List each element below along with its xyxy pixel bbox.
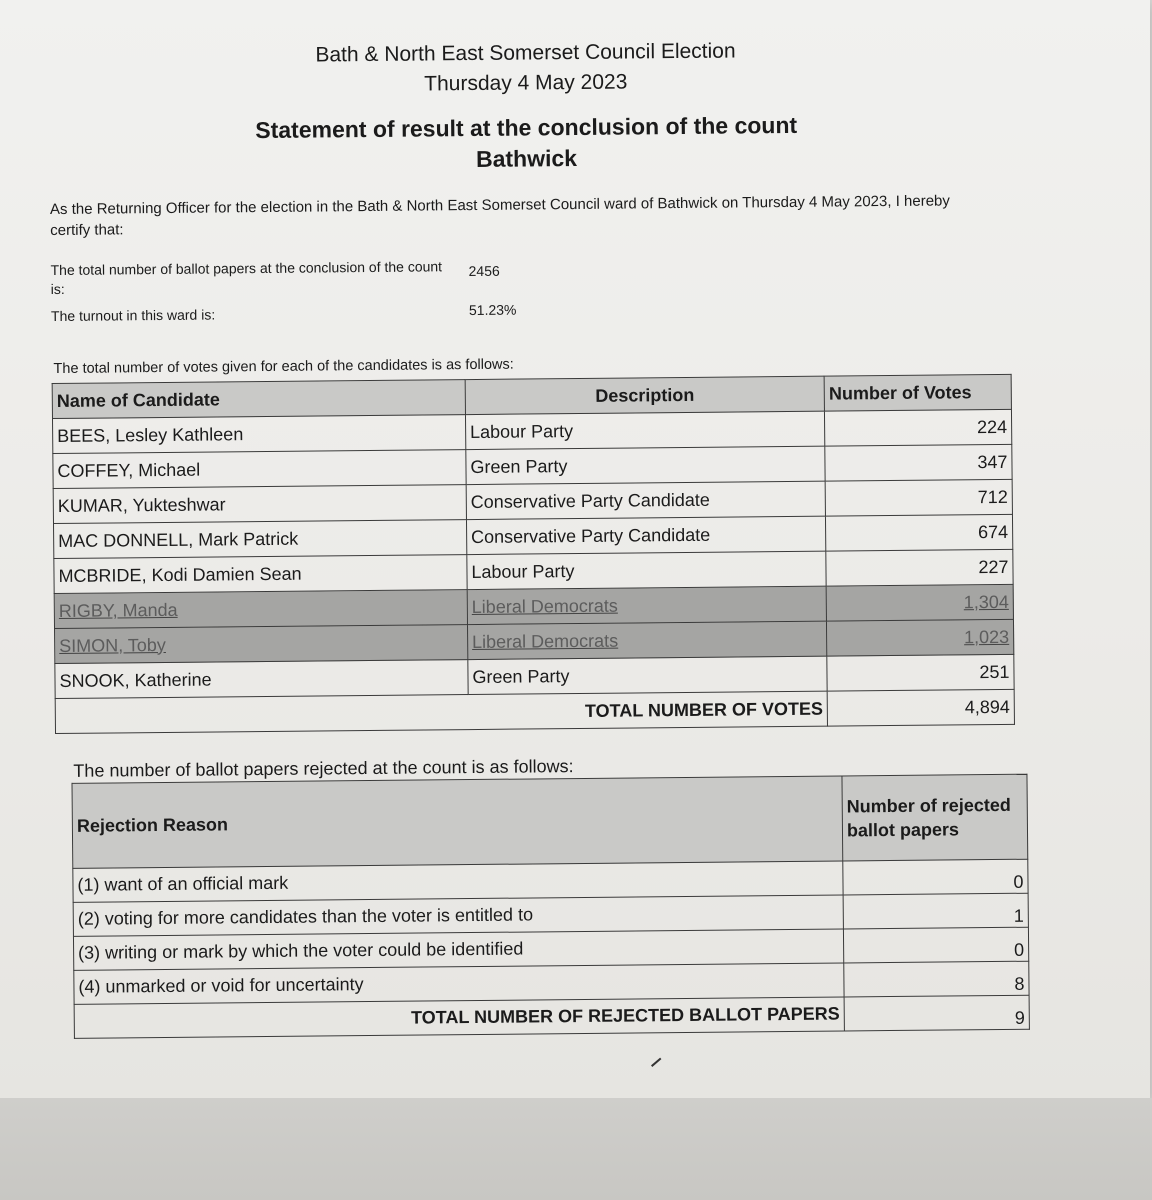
candidate-name xyxy=(54,590,467,629)
rejection-reason: (2) voting for more candidates than the voter is entitled to xyxy=(73,895,843,936)
elected-description-text: Liberal Democrats xyxy=(471,595,618,617)
candidate-votes: 224 xyxy=(825,409,1012,446)
candidate-votes: 227 xyxy=(826,549,1013,586)
votes-caption: The total number of votes given for each of the candidates is as follows: xyxy=(53,356,514,378)
candidate-votes: 251 xyxy=(827,654,1014,691)
statement-heading xyxy=(1,107,1052,179)
ballot-papers-label: The total number of ballot papers at the conclusion of the count is: xyxy=(50,258,443,298)
election-name: Bath & North East Somerset Council Election xyxy=(315,39,736,67)
candidate-name xyxy=(55,625,468,664)
candidate-votes xyxy=(827,619,1014,656)
certification-text: As the Returning Officer for the election in the Bath & North East Somerset Council ward of Bathwick on Thursday 4 May 2023, I hereby certify that: xyxy=(49,192,950,240)
election-title xyxy=(0,33,1051,103)
rejection-reason: (1) want of an official mark xyxy=(73,861,843,902)
candidate-name: COFFEY, Michael xyxy=(53,450,466,489)
total-votes-label: TOTAL NUMBER OF VOTES xyxy=(55,691,827,733)
votes-table xyxy=(52,374,1015,734)
election-date: Thursday 4 May 2023 xyxy=(424,70,628,96)
candidate-description: Conservative Party Candidate xyxy=(466,516,826,554)
rejected-caption: The number of ballot papers rejected at the count is as follows: xyxy=(73,756,574,781)
elected-description-text: Liberal Democrats xyxy=(471,630,619,652)
rejection-reason: (3) writing or mark by which the voter could be identified xyxy=(73,929,843,970)
total-rejected-label: TOTAL NUMBER OF REJECTED BALLOT PAPERS xyxy=(74,997,844,1038)
candidate-votes: 347 xyxy=(825,444,1012,481)
rejection-reason: (4) unmarked or void for uncertainty xyxy=(74,963,844,1004)
candidate-description: Labour Party xyxy=(465,411,825,449)
candidate-votes: 712 xyxy=(825,479,1012,516)
total-votes-value: 4,894 xyxy=(827,689,1014,726)
candidate-votes: 674 xyxy=(826,514,1013,551)
candidate-description: Labour Party xyxy=(467,551,827,589)
elected-name-text: SIMON, Toby xyxy=(59,634,166,656)
rejection-count: 0 xyxy=(843,859,1028,895)
candidate-votes xyxy=(826,584,1013,621)
rejected-header-row xyxy=(72,774,1028,868)
elected-name-text: RIGBY, Manda xyxy=(58,599,178,621)
header-rejected-count: Number of rejected ballot papers xyxy=(842,774,1028,861)
candidate-name: MAC DONNELL, Mark Patrick xyxy=(54,520,467,559)
ward-name: Bathwick xyxy=(475,144,578,172)
candidate-description: Green Party xyxy=(468,656,828,694)
rejection-count: 1 xyxy=(843,893,1028,929)
header-number-of-votes: Number of Votes xyxy=(824,374,1011,411)
rejection-count: 8 xyxy=(844,961,1029,997)
turnout-label: The turnout in this ward is: xyxy=(50,306,216,325)
header-rejection-reason: Rejection Reason xyxy=(72,776,843,868)
candidate-description: Green Party xyxy=(466,446,826,484)
candidate-description xyxy=(467,586,827,624)
header-description: Description xyxy=(465,376,825,414)
candidate-description: Conservative Party Candidate xyxy=(466,481,826,519)
elected-votes-text: 1,023 xyxy=(963,626,1010,647)
candidate-name: BEES, Lesley Kathleen xyxy=(52,415,465,454)
header-candidate-name: Name of Candidate xyxy=(52,380,465,419)
candidate-name: MCBRIDE, Kodi Damien Sean xyxy=(54,555,467,594)
total-rejected-value: 9 xyxy=(844,995,1029,1031)
statement-title: Statement of result at the conclusion of the count xyxy=(255,111,798,144)
elected-votes-text: 1,304 xyxy=(963,591,1009,612)
rejected-table xyxy=(71,774,1029,1039)
background-surface xyxy=(0,1098,1152,1200)
turnout-value: 51.23% xyxy=(468,301,517,319)
pen-tick-mark xyxy=(651,1058,661,1067)
candidate-description xyxy=(467,621,827,659)
candidate-name: KUMAR, Yukteshwar xyxy=(53,485,466,524)
ballot-papers-value: 2456 xyxy=(468,262,500,280)
candidate-name: SNOOK, Katherine xyxy=(55,660,468,699)
rejection-count: 0 xyxy=(843,927,1028,963)
